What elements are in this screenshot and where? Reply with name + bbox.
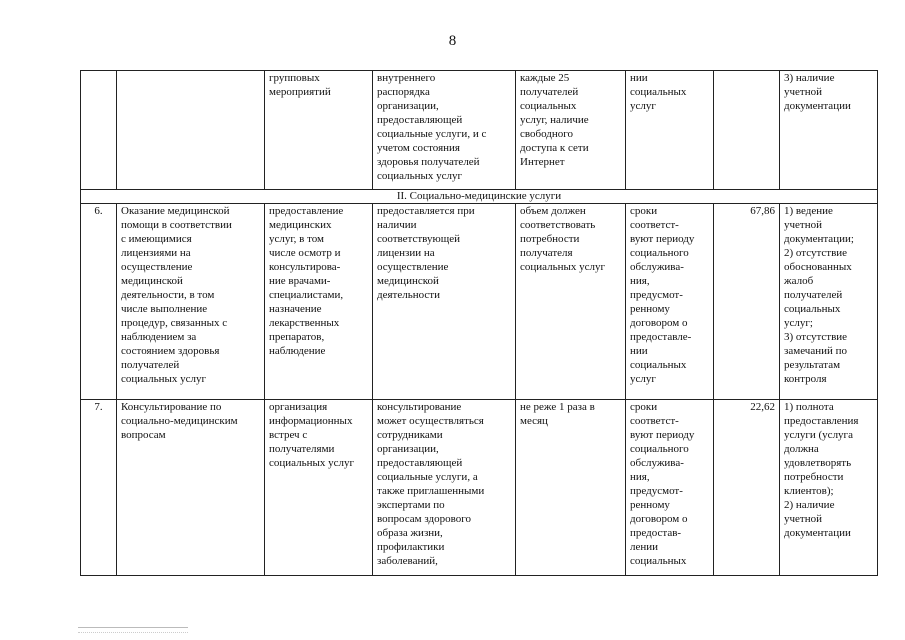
service-price: 67,86 — [714, 204, 780, 400]
service-content: групповых мероприятий — [265, 71, 373, 190]
footer-scan-mark — [78, 627, 188, 633]
section-heading: II. Социально-медицинские услуги — [81, 190, 878, 204]
service-terms: нии социальных услуг — [626, 71, 714, 190]
row-number: 7. — [81, 400, 117, 576]
services-table — [80, 70, 878, 576]
quality-indicators: 1) ведение учетной документации; 2) отсутствие обоснованных жалоб получателей социальных услуг; 3) отсутствие замечаний по результатам контроля — [780, 204, 878, 400]
table-row — [81, 400, 878, 576]
row-number: 6. — [81, 204, 117, 400]
service-terms: сроки соответст- вуют периоду социального обслужива- ния, предусмот- ренному договором о предоставле- нии социальных услуг — [626, 204, 714, 400]
service-terms: сроки соответст- вуют периоду социального обслужива- ния, предусмот- ренному договором о предостав- лении социальных — [626, 400, 714, 576]
service-content: организация информационных встреч с получателями социальных услуг — [265, 400, 373, 576]
service-volume: каждые 25 получателей социальных услуг, наличие свободного доступа к сети Интернет — [516, 71, 626, 190]
service-name: Консультирование по социально-медицинским вопросам — [117, 400, 265, 576]
service-name — [117, 71, 265, 190]
service-price: 22,62 — [714, 400, 780, 576]
service-conditions: предоставляется при наличии соответствующей лицензии на осуществление медицинской деятельности — [373, 204, 516, 400]
table-row — [81, 204, 878, 400]
table-row — [81, 71, 878, 190]
service-volume: объем должен соответствовать потребности получателя социальных услуг — [516, 204, 626, 400]
service-price — [714, 71, 780, 190]
quality-indicators: 1) полнота предоставления услуги (услуга должна удовлетворять потребности клиентов); 2) наличие учетной документации — [780, 400, 878, 576]
section-heading-row — [81, 190, 878, 204]
service-name: Оказание медицинской помощи в соответствии с имеющимися лицензиями на осуществление медицинской деятельности, в том числе выполнение процедур, связанных с наблюдением за состоянием здоровья получателей социальных услуг — [117, 204, 265, 400]
quality-indicators: 3) наличие учетной документации — [780, 71, 878, 190]
page-number: 8 — [448, 33, 457, 49]
service-conditions: консультирование может осуществляться сотрудниками организации, предоставляющей социальные услуги, а также приглашенными экспертами по вопросам здорового образа жизни, профилактики заболеваний, — [373, 400, 516, 576]
row-number — [81, 71, 117, 190]
service-conditions: внутреннего распорядка организации, предоставляющей социальные услуги, и с учетом состояния здоровья получателей социальных услуг — [373, 71, 516, 190]
service-volume: не реже 1 раза в месяц — [516, 400, 626, 576]
service-content: предоставление медицинских услуг, в том числе осмотр и консультирова- ние врачами- специалистами, назначение лекарственных препаратов, наблюдение — [265, 204, 373, 400]
